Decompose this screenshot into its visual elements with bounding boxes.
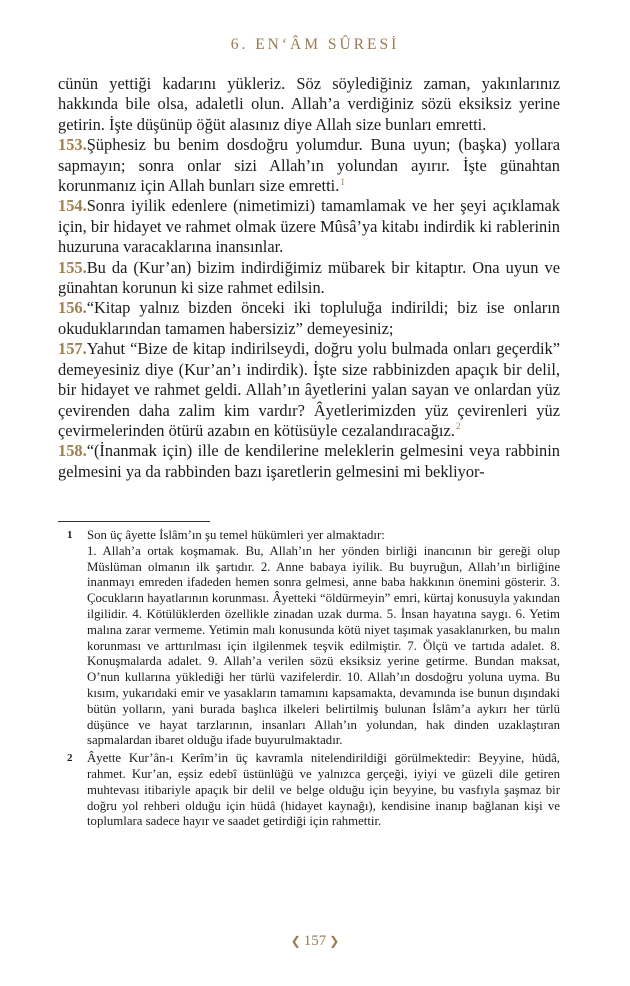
verse-continuation <box>58 74 560 135</box>
verse-body: Yahut “Bize de kitap indirilseydi, doğru yolu bulmada onları geçerdik” demeyesiniz diye (Kur’an’ı indirdik). İşte size rabbinizden apaçık bir delil, bir hidayet ve rahmet geldi. Allah’ın âyetlerini yalan sayan ve onlardan yüz çevirenden daha zalim kim vardır? Âyetlerimizden yüz çevirenleri yüz çevirmelerinden ötürü azabın en kötüsüyle cezalandıracağız. <box>58 339 560 440</box>
footnotes <box>58 528 560 832</box>
verse-155 <box>58 258 560 299</box>
page-header: 6. EN‘ÂM SÛRESİ <box>230 36 400 53</box>
verse-body: cünün yettiği kadarını yükleriz. Söz söylediğiniz zaman, yakınlarınız hakkında bile olsa, adaletli olun. Allah’a verdiğiniz sözü eksiksiz yerine getirin. İşte düşünüp öğüt alasınız diye Allah size bunları emretti. <box>58 74 560 134</box>
footnote-1 <box>58 528 560 749</box>
footnote-body: Âyette Kur’ân-ı Kerîm’in üç kavramla nitelendirildiği görülmektedir: Beyyine, hüdâ, rahmet. Kur’an, eşsiz edebî üstünlüğü ve yalnızca gerçeği, iyiyi ve güzeli dile getiren muhtevası itibariyle apaçık bir delil ve belge olduğu için beyyine, bu vasfıyla şaşmaz bir doğru yol rehberi olduğu için hüdâ (hidayet kaynağı), kendisine inanıp bağlanan kişi ve toplumlara sadece hayır ve saadet getirdiği için rahmettir. <box>87 751 560 829</box>
verse-body: “(İnanmak için) ille de kendilerine meleklerin gelmesini veya rabbinin gelmesini ya da rabbinden bazı işaretlerin gelmesini mi bekliyor- <box>58 441 560 481</box>
verse-body: Şüphesiz bu benim dosdoğru yolumdur. Buna uyun; (başka) yollara sapmayın; sonra onlar sizi Allah’ın yolundan ayırır. İşte günahtan korunmanız için Allah bunları size emretti. <box>58 135 560 196</box>
footnote-divider <box>58 521 210 522</box>
verse-body: Sonra iyilik edenlere (nimetimizi) tamamlamak ve her şeyi açıklamak için, bir hidayet ve rahmet olmak üzere Mûsâ’ya kitabı indirdik ki rablerinin huzuruna varacaklarına inansınlar. <box>58 196 560 257</box>
ornament-left-icon: ❮ <box>290 934 301 948</box>
verse-body: “Kitap yalnız bizden önceki iki topluluğa indirildi; biz ise onların okuduklarından tamamen habersiziz” demeyesiniz; <box>58 298 560 338</box>
footnote-ref[interactable]: 2 <box>455 422 461 433</box>
footnote-body <box>87 528 560 749</box>
footnote-intro: Son üç âyette İslâm’ın şu temel hükümleri yer almaktadır: <box>87 528 385 542</box>
verse-154 <box>58 196 560 257</box>
verse-156 <box>58 298 560 339</box>
verse-number: 156. <box>58 298 87 318</box>
verse-number: 155. <box>58 257 87 277</box>
verse-number: 157. <box>58 339 87 359</box>
ornament-right-icon: ❯ <box>329 934 340 948</box>
page-number <box>0 933 630 950</box>
verse-text <box>58 74 560 482</box>
footnote-list: 1. Allah’a ortak koşmamak. Bu, Allah’ın her yönden birliği inancının bir gereği olup Müslüman olmanın ilk şartıdır. 2. Anne babaya iyilik. Bu buyruğun, Allah’ın birliğine inanmayı emreden ifadeden hemen sonra gelmesi, anne baba hakkının önemini gösterir. 3. Çocukların hayatlarının korunması. Âyetteki “öldürmeyin” emri, kürtaj konusuyla yakından ilgilidir. 4. Kötülüklerden özellikle zinadan uzak durma. 5. İnsan hayatına saygı. 6. Yetim malına zarar vermeme. Yetimin malı konusunda kötü niyet taşımak yasaklanırken, bu malın korunması ve arttırılması için ilgilenmek teşvik edilmiştir. 7. Ölçü ve tartıda adalet. 8. Konuşmalarda adalet. 9. Allah’a verilen sözü eksiksiz yerine getirme. Bundan maksat, O’nun kullarına yüklediği her türlü vazifelerdir. 10. Allah’ın dosdoğru yoluna uyma. Bu kısım, yukarıdaki emir ve yasakların tamamını kapsamakta, devamında ise bunun dışındaki bütün yolların, yani burada başlıca ilkeleri belirtilmiş bulunan İslâm’a aykırı her türlü düşünce ve hayat tarzlarının, insanları Allah’ın yolundan, hak dinden uzaklaştıran sapmalardan ibaret olduğu ifade buyurulmaktadır. <box>87 543 560 748</box>
verse-153 <box>58 135 560 196</box>
verse-body: Bu da (Kur’an) bizim indirdiğimiz mübarek bir kitaptır. Ona uyun ve günahtan korunun ki size rahmet edilsin. <box>58 257 560 298</box>
page-number-value: 157 <box>303 933 327 949</box>
footnote-ref[interactable]: 1 <box>340 177 346 188</box>
footnote-number: 1 <box>67 529 73 541</box>
verse-157 <box>58 339 560 441</box>
verse-number: 158. <box>58 441 87 461</box>
verse-number: 153. <box>58 135 87 155</box>
verse-number: 154. <box>58 196 87 216</box>
footnote-2 <box>58 751 560 830</box>
verse-158 <box>58 441 560 482</box>
footnote-number: 2 <box>67 752 73 765</box>
